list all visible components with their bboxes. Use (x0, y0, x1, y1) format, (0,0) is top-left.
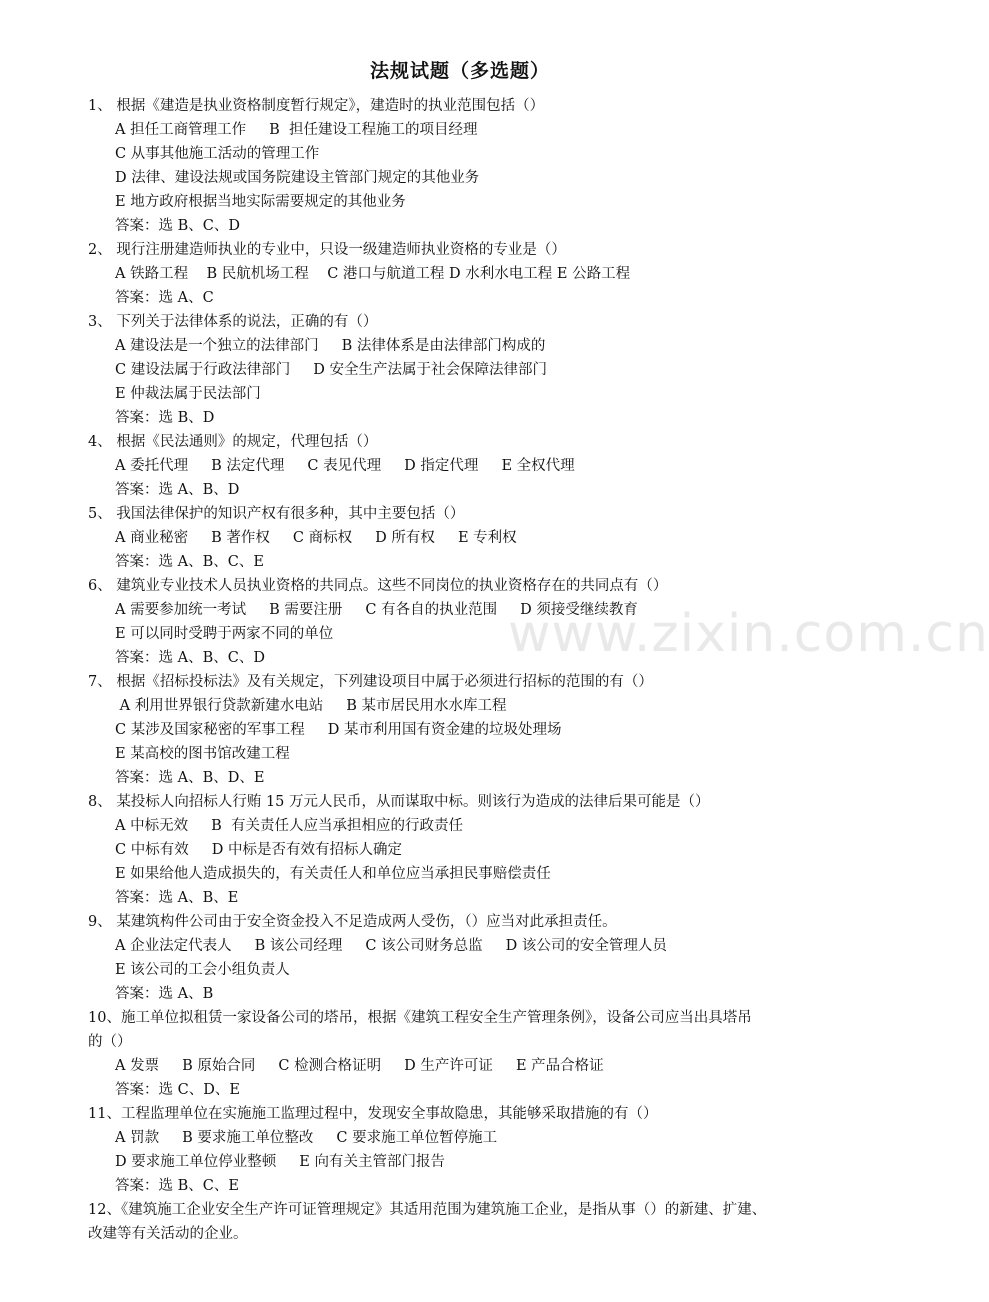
question-7-options-ab: A 利用世界银行贷款新建水电站 B 某市居民用水水库工程 (115, 698, 507, 714)
question-1-option-e: E 地方政府根据当地实际需要规定的其他业务 (115, 194, 406, 210)
question-3-options-ab: A 建设法是一个独立的法律部门 B 法律体系是由法律部门构成的 (115, 338, 546, 354)
question-7-answer: 答案：选 A、B、D、E (115, 770, 265, 786)
question-11-answer: 答案：选 B、C、E (115, 1178, 239, 1194)
question-9-options-abcd: A 企业法定代表人 B 该公司经理 C 该公司财务总监 D 该公司的安全管理人员 (115, 938, 667, 954)
question-9-option-e: E 该公司的工会小组负责人 (115, 962, 290, 978)
question-9: 9、 某建筑构件公司由于安全资金投入不足造成两人受伤，（）应当对此承担责任。 (88, 914, 617, 930)
question-7: 7、 根据《招标投标法》及有关规定，下列建设项目中属于必须进行招标的范围的有（） (88, 674, 653, 690)
question-2: 2、 现行注册建造师执业的专业中，只设一级建造师执业资格的专业是（） (88, 242, 566, 258)
question-1-option-d: D 法律、建设法规或国务院建设主管部门规定的其他业务 (115, 170, 480, 186)
question-8-options-ab: A 中标无效 B 有关责任人应当承担相应的行政责任 (115, 818, 463, 834)
question-12-continued: 改建等有关活动的企业。 (88, 1226, 248, 1242)
question-10: 10、施工单位拟租赁一家设备公司的塔吊，根据《建筑工程安全生产管理条例》，设备公司应当出具塔吊 (88, 1010, 752, 1026)
question-3: 3、 下列关于法律体系的说法，正确的有（） (88, 314, 378, 330)
question-10-continued: 的（） (88, 1034, 132, 1050)
question-5: 5、 我国法律保护的知识产权有很多种，其中主要包括（） (88, 506, 465, 522)
question-9-answer: 答案：选 A、B (115, 986, 214, 1002)
question-1-options-ab: A 担任工商管理工作 B 担任建设工程施工的项目经理 (115, 122, 478, 138)
question-2-answer: 答案：选 A、C (115, 290, 214, 306)
question-6-answer: 答案：选 A、B、C、D (115, 650, 265, 666)
page-title: 法规试题（多选题） (369, 60, 550, 82)
question-4: 4、 根据《民法通则》的规定，代理包括（） (88, 434, 378, 450)
question-2-options: A 铁路工程 B 民航机场工程 C 港口与航道工程 D 水利水电工程 E 公路工程 (115, 266, 631, 282)
watermark: www.zixin.com.cn (508, 604, 989, 664)
question-8: 8、 某投标人向招标人行贿 15 万元人民币，从而谋取中标。则该行为造成的法律后果可能是（） (88, 794, 710, 810)
question-7-options-cd: C 某涉及国家秘密的军事工程 D 某市利用国有资金建的垃圾处理场 (115, 722, 562, 738)
question-8-options-cd: C 中标有效 D 中标是否有效有招标人确定 (115, 842, 402, 858)
question-11: 11、工程监理单位在实施施工监理过程中，发现安全事故隐患，其能够采取措施的有（） (88, 1106, 658, 1122)
question-7-option-e: E 某高校的图书馆改建工程 (115, 746, 290, 762)
question-8-answer: 答案：选 A、B、E (115, 890, 239, 906)
question-1: 1、 根据《建造是执业资格制度暂行规定》，建造时的执业范围包括（） (88, 98, 545, 114)
question-10-answer: 答案：选 C、D、E (115, 1082, 240, 1098)
question-12: 12、《建筑施工企业安全生产许可证管理规定》其适用范围为建筑施工企业，是指从事（）的新建、扩建、 (88, 1202, 767, 1218)
question-3-options-cd: C 建设法属于行政法律部门 D 安全生产法属于社会保障法律部门 (115, 362, 547, 378)
question-4-options: A 委托代理 B 法定代理 C 表见代理 D 指定代理 E 全权代理 (115, 458, 575, 474)
question-10-options: A 发票 B 原始合同 C 检测合格证明 D 生产许可证 E 产品合格证 (115, 1058, 604, 1074)
question-6-options-abcd: A 需要参加统一考试 B 需要注册 C 有各自的执业范围 D 须接受继续教育 (115, 602, 638, 618)
question-6-option-e: E 可以同时受聘于两家不同的单位 (115, 626, 334, 642)
question-11-options-abc: A 罚款 B 要求施工单位整改 C 要求施工单位暂停施工 (115, 1130, 498, 1146)
question-3-answer: 答案：选 B、D (115, 410, 215, 426)
question-8-option-e: E 如果给他人造成损失的，有关责任人和单位应当承担民事赔偿责任 (115, 866, 551, 882)
question-1-option-c: C 从事其他施工活动的管理工作 (115, 146, 320, 162)
question-6: 6、 建筑业专业技术人员执业资格的共同点。这些不同岗位的执业资格存在的共同点有（） (88, 578, 668, 594)
question-5-answer: 答案：选 A、B、C、E (115, 554, 264, 570)
question-3-option-e: E 仲裁法属于民法部门 (115, 386, 261, 402)
question-4-answer: 答案：选 A、B、D (115, 482, 240, 498)
question-11-options-de: D 要求施工单位停业整顿 E 向有关主管部门报告 (115, 1154, 445, 1170)
question-1-answer: 答案：选 B、C、D (115, 218, 240, 234)
question-5-options: A 商业秘密 B 著作权 C 商标权 D 所有权 E 专利权 (115, 530, 517, 546)
